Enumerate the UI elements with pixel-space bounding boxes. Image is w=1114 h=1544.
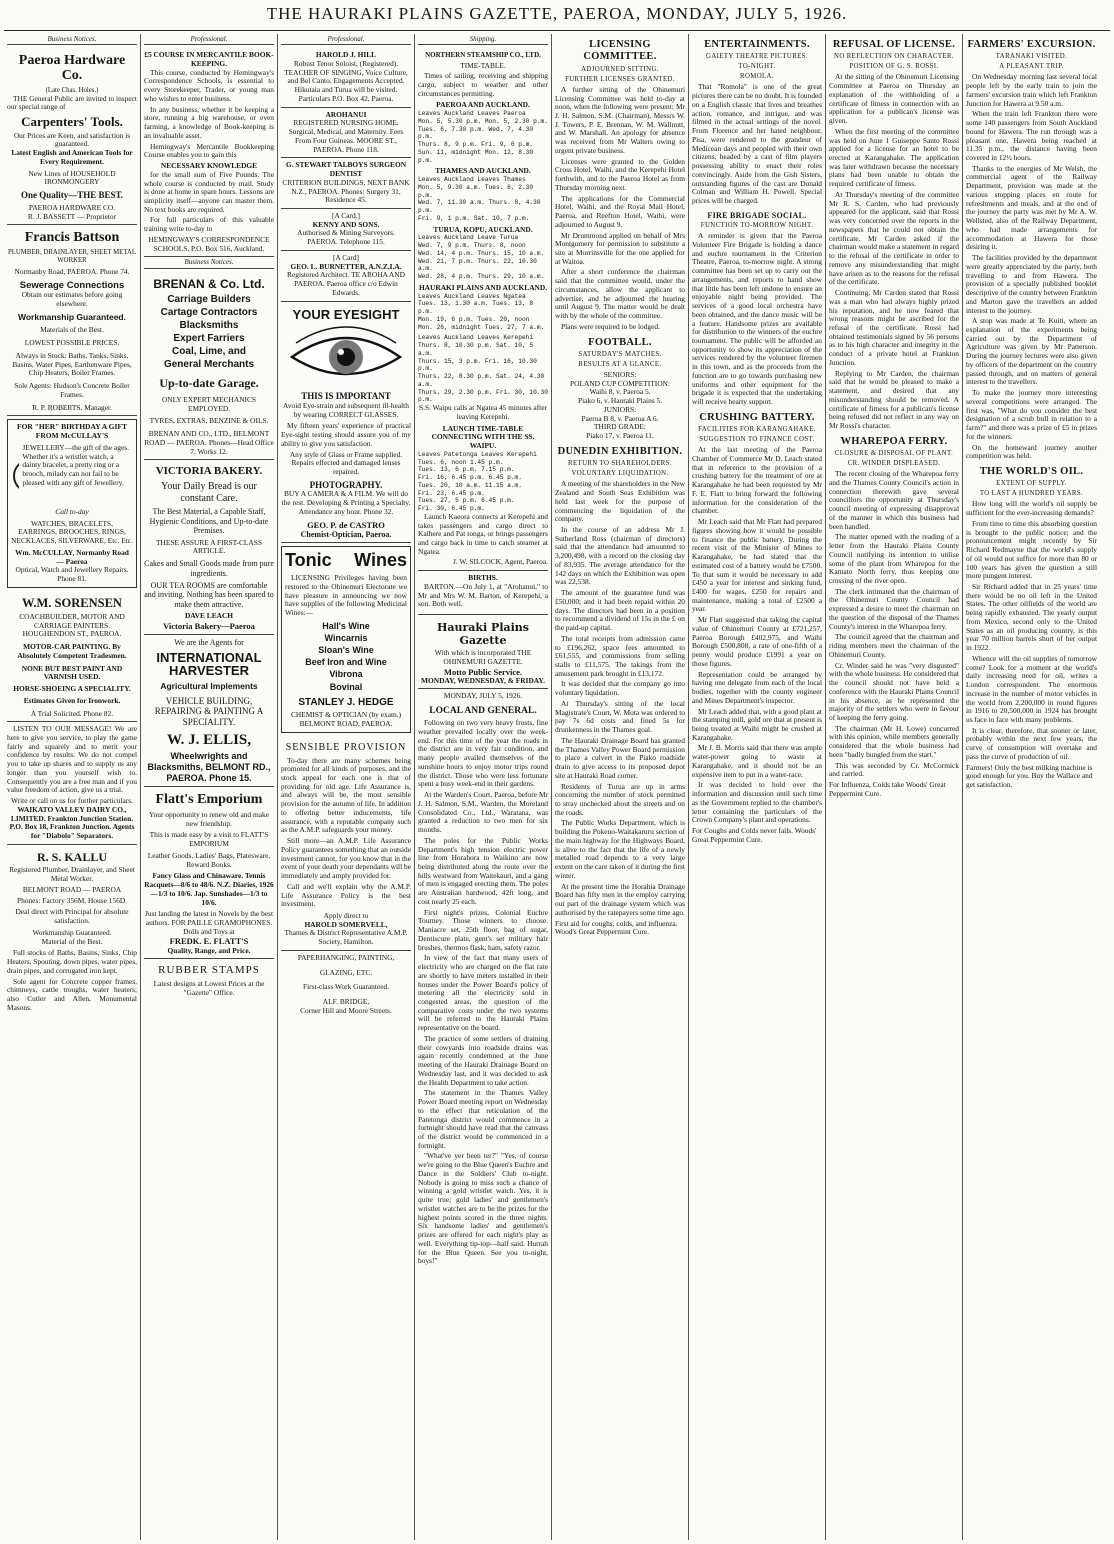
ad-text: HEMINGWAY'S CORRESPONDENCE SCHOOLS, P.O. Box 516, Auckland. [148, 234, 270, 253]
ad-text: TIME-TABLE. [460, 60, 506, 70]
article-paragraph: At the last meeting of the Paeroa Chamber of Commerce Mr D. Leach stated that in reference to the provision of a crushing battery for the treatment of ore at Karangahake he had been requested by Mr F. E. Flatt to bring forward the following information for the consideration of the chamber. [692, 445, 822, 516]
column-4 [415, 34, 552, 1540]
ad-title: VICTORIA BAKERY. [155, 465, 263, 478]
ad-text: GLAZING, ETC. [319, 967, 373, 977]
article-paragraph: A further sitting of the Ohinemuri Licensing Committee was held to-day at noon, when the following were present: Mr J. H. Salmon, S.M. (Chairman), Messrs W. J. Towers, P. E. Brennan, W. M. Wallnutt, and W. Marshall. An apology for absence was received from Mr Walters owing to urgent private business. [555, 84, 685, 155]
section-label: Business Notices. [144, 258, 274, 268]
ad-flatts [144, 787, 274, 959]
ad-headline: £5 COURSE IN MERCANTILE BOOK-KEEPING. [144, 50, 274, 68]
ad-eyesight [281, 302, 411, 543]
ad-title: Francis Battson [24, 230, 120, 246]
article-paragraph: A reminder is given that the Paeroa Volunteer Fire Brigade is holding a dance and euchre tournament in the Criterion Theatre, Paeroa, to-morrow night. A strong committee has been set up to carry out the arrangements, and reports to hand show that little has been left undone to ensure an enjoyable night being provided. The services of a good local orchestra have been obtained, and the dance music will be a feature. Handsome prizes are available for distribution to the winners of the euchre tournament. The public will be afforded an opportunity to show its appreciation of the services rendered by the volunteer firemen in this town, and as the proceeds from the function are to go towards purchasing new uniforms and other equipment for the brigade it is expected that the undertaking will receive hearty support. [692, 231, 822, 407]
ad-text: Hikutaia and Turua will be visited. Particulars P.O. Box 42, Paeroa. [294, 85, 398, 103]
ad-text: [A Card.] [332, 211, 360, 220]
ad-title: KENNY AND SONS. [312, 219, 380, 229]
ad-text: Workmanship Guaranteed. [32, 927, 112, 937]
article-paragraph: Mr Drummond applied on behalf of Mrs Montgomery for permission to substitute a site at Morrinsville for the one applied for at Waitoa. [555, 230, 685, 266]
ad-text: BUY A CAMERA & A FILM. We will do the rest. Developing & Printing a Specialty. Attendance any hour. Phone 32. [281, 489, 411, 516]
ad-rubber-stamps [144, 959, 274, 1000]
ad-title: W. J. ELLIS, [166, 731, 252, 748]
ad-text: One Quality—THE BEST. [20, 190, 124, 201]
ad-amp-society [281, 736, 411, 951]
ad-text: Our Prices are Keen, and satisfaction is guaranteed. [13, 130, 131, 149]
filler-ad: Farmers! Only the best milking machine is good enough for you. Buy the Wallace and get satisfaction. [966, 762, 1093, 790]
ad-text: PLUMBER, DRAINLAYER, SHEET METAL WORKER [7, 248, 137, 264]
gazette-nameplate [418, 615, 548, 689]
timetable-heading: PAEROA AND AUCKLAND. [436, 100, 530, 110]
ad-text: R. P. ROBERTS, Manager. [32, 402, 112, 412]
gazette-subtitle: With which is incorporated THE OHINEMURI GAZETTE. [434, 648, 532, 666]
article-paragraph: That "Romola" is one of the great pictures there can be no doubt. It is founded on a English classic that lives and breathes action, romance, and intrigue, and was filmed in the actual settings of the novel. From Florence and her hated neighbour, Pisa, were rendered to the grandeur of Medicean days and peopled with their own citizens, headed by a cast of film players possessing ability to enact their roles convincingly. Aside from the Gish Sisters, outstanding figures of the cast are Donald Colman and William H. Powell. Special prices will be charged. [692, 82, 822, 205]
article-paragraph: The chairman (Mr H. Lowe) concurred with this opinion, while members generally considered that the whole business had been "badly bungled from the start." [829, 723, 959, 759]
ad-text: FREDK. E. FLATT'S [169, 936, 249, 947]
ad-text: Cakes and Small Goods made from pure ingredients. [144, 559, 274, 578]
ad-text: Registered Architect. TE AROHA AND PAEROA. Paeroa office c/o Edwin Edwards. [287, 270, 405, 297]
ad-title: NORTHERN STEAMSHIP CO., LTD. [425, 51, 541, 60]
ad-title: R. S. KALLU [36, 849, 107, 864]
article-heading: WHAREPOA FERRY. [840, 435, 948, 447]
article-paragraph: The amount of the guarantee fund was £50,000; and it had been repaid within 20 days. The directors had been in a position to recommend a dividend of 15s in the £ on the paid-up capital. [555, 588, 685, 633]
ad-mccullay [7, 419, 137, 588]
result-line: Waihi 8, v. Paeroa 5. [589, 387, 651, 397]
section-label: Professional. [144, 35, 274, 45]
ad-text: NONE BUT BEST PAINT AND VARNISH USED. [21, 663, 123, 682]
ad-title: AROHANUI [325, 109, 367, 119]
result-group: THIRD GRADE: [594, 422, 646, 432]
article-paragraph: To make the journey more interesting several competitions were arranged. The first was, "What do you consider the best designation of a scrub bull in relation to a farm?" and there was a prize of £5 in prizes for the winners. [966, 388, 1097, 441]
column-6 [689, 34, 826, 1540]
article-subheading: TO LAST A HUNDRED YEARS. [979, 490, 1084, 498]
ad-text: Materials of the Best. [40, 325, 104, 335]
ad-text: Avoid Eye-strain and subsequent ill-health by wearing CORRECT GLASSES. [283, 400, 409, 419]
article-paragraph: How long will the world's oil supply be sufficient for the ever-increasing demands? [966, 499, 1097, 518]
article-paragraph: Continuing, Mr Carden stated that Rossi was a man who had always highly prized his reputation, and he now feared that wrong reasons might be ascribed for the refusal of the certificate. Rossi had obtained testimonials signed by 56 persons as to his high character and integrity in the conduct of a private hotel at Frankton Junction. [829, 288, 959, 367]
section-heading: BIRTHS. [468, 573, 498, 583]
article-paragraph: Plans were required to be lodged. [561, 321, 660, 331]
ad-kallu [7, 845, 137, 1018]
page-columns [4, 34, 1110, 1540]
article-paragraph: When the train left Frankton there were some 140 passengers from South Auckland bound for Hawera. The run through was a pleasant one, Hawera being reached at 11.35 p.m., the distance having been covered in 12½ hours. [966, 109, 1097, 163]
article-paragraph: At the present time the Horahia Drainage Board has fifty men in the employ carrying out part of the drainage system which was authorised by the ratepayers some time ago. [555, 881, 685, 917]
article-paragraph: A stop was made at Te Kuiti, where an explanation of the experiments being carried out by the Department of Agriculture was given by Mr Patterson. During the journey lectures were also given by officers of the department on the country passed through, and on matters of general interest to the travellers. [966, 316, 1097, 387]
article-heading: LOCAL AND GENERAL. [429, 706, 537, 717]
filler-ad: For Coughs and Colds never fails. Woods' Great Peppermint Cure. [692, 826, 817, 844]
article-subheading: FACILITIES FOR KARANGAHAKE. [698, 426, 816, 434]
article-paragraph: The applications for the Commercial Hotel, Waihi, and the Royal Mail Hotel, Paeroa, and Reefton Hotel, Waihi, were adjourned to August 9. [555, 193, 685, 229]
gazette-motto: Motto Public Service. [443, 666, 523, 677]
ad-text: WAIKATO VALLEY DAIRY CO., LIMITED. Frankton Junction Station. P.O. Box 18, Frankton Junction. Agents for "Diabolo" Separators. [9, 804, 135, 841]
ad-title: W.M. SORENSEN [22, 595, 122, 610]
ad-text: R. J. BASSETT — Proprietor [27, 211, 117, 221]
ad-text: Chemist-Optician, Paeroa. [300, 529, 392, 539]
ad-subtitle: (Late Chas. Holes.) [45, 86, 99, 94]
ad-text: This is made easy by a visit to FLATT'S EMPORIUM [149, 830, 269, 849]
ad-text: COACHBUILDER, MOTOR AND CARRIAGE PAINTERS. HOUGHENDON ST., PAEROA. [19, 611, 125, 639]
ad-text: Just landing the latest in Novels by the best authors. FOR PAILLE GRAMOPHONES. Dolls and Toys at [144, 909, 274, 936]
ad-text: Sole Agents: Hudson's Concrete Boiler Frames. [14, 381, 130, 399]
ad-text: First-class Work Guaranteed. [302, 982, 390, 992]
ad-title: YOUR EYESIGHT [292, 306, 400, 322]
result-group: SENIORS: [603, 370, 637, 380]
article-paragraph: Representation could be arranged by having one delegate from each of the local bodies, together with the county engineer and Mines Department's inspector. [692, 669, 822, 705]
article-subheading: A PLEASANT TRIP. [999, 63, 1064, 71]
article-paragraph: The recent closing of the Wharepoa ferry and the Thames County Council's action in connection therewith gave several councillors the opportunity at Thursday's council meeting of expressing disapproval of the manner in which this business had been handled. [829, 469, 959, 531]
article-heading: DUNEDIN EXHIBITION. [557, 445, 683, 457]
gazette-title: Hauraki Plains Gazette [436, 621, 530, 648]
article-subheading: TARANAKI VISITED. [995, 53, 1068, 61]
column-5 [552, 34, 689, 1540]
ad-headline: Workmanship Guaranteed. [17, 312, 126, 323]
ad-headline: Carpenters' Tools. [21, 114, 123, 130]
timetable-hauraki: Leaves Auckland Leaves Ngatea Tues. 13, 1.30 a.m. Tues. 13, 8 p.m. Mon. 19, 6 p.m. Tues. 20, noon Mon. 26, midnight Tues. 27, 7 a.m. [418, 292, 545, 331]
article-paragraph: The council agreed that the chairman and riding members meet the chairman of the Ohinemuri County. [829, 632, 959, 659]
article-paragraph: The statement in the Thames Valley Power Board meeting report on Wednesday to the effect that reticulation of the Patetonga district would commence in a fortnight should have read that the canvass of the district would be commenced in a fortnight. [418, 1088, 548, 1150]
ad-bridge [281, 951, 411, 1019]
ad-battson [7, 225, 137, 416]
ad-sorensen [7, 591, 137, 722]
article-subheading: RETURN TO SHAREHOLDERS. [568, 460, 672, 468]
ad-burnett [281, 251, 411, 302]
ad-text: PAEROA HARDWARE CO. [28, 202, 116, 212]
wristwatch-icon [11, 444, 19, 508]
column-1 [4, 34, 141, 1540]
column-7 [826, 34, 963, 1540]
ad-text: Write or call on us for further particulars. [10, 796, 133, 806]
ad-text: Quality, Range, and Price. [167, 945, 251, 955]
article-paragraph: The clerk intimated that the chairman of the Ohinemuri County Council had expressed a desire to meet the chairman on the question of the disposal of the Thames County's interest in the Wharepoa ferry. [829, 586, 959, 631]
article-heading: FIRE BRIGADE SOCIAL. [707, 210, 807, 220]
article-subheading: TO-NIGHT. [738, 63, 776, 71]
timetable-heading: LAUNCH TIME-TABLE CONNECTING WITH THE SS. WAIPU. [431, 423, 535, 451]
eye-icon [286, 325, 406, 387]
ad-title: HAROLD J. HILL [315, 50, 377, 60]
article-paragraph: Mr Leach said that Mr Flatt had prepared figures showing how it would be possible to finance the public battery. During the recent visit of the Minister of Mines to Karangahake, he had stated that the estimated cost of a battery would be £7500. To that sum it would be necessary to add £450 a year for interest and sinking fund, £400 for wages, £250 for repairs and maintenance, making a total of £2500 a year. [692, 517, 822, 614]
ad-text: VEHICLE BUILDING, REPAIRING & PAINTING A SPECIALITY. [154, 695, 264, 728]
article-paragraph: The matter opened with the reading of a letter from the Hauraki Plains County Council notifying its intention to utilise some of the plant from Wharepoa for the Kamato North ferry, thus keeping one crossing of the river open. [829, 532, 959, 585]
ad-text: TYRES, EXTRAS, BENZINE & OILS. [149, 416, 269, 426]
timetable-kerepehi: Leaves Auckland Leaves Kerepehi Thurs. 8, 10.30 p.m. Sat. 10, 5 a.m. Thurs. 15, 3 p.m. Fri. 16, 10.30 p.m. Thurs. 22, 8.30 p.m. Sat. 24, 4.30 a.m. Thurs. 29, 2.30 p.m. Fri. 30, 10.30 p.m. [418, 334, 548, 404]
ad-ellis [144, 635, 274, 787]
article-paragraph: It was decided to hold over the information and discussion until such time as the Government replied to the chamber's letter containing the particulars of the Crown Company's plant and operations. [692, 780, 822, 825]
article-heading: LICENSING COMMITTEE. [583, 39, 657, 63]
ad-text: A Trial Solicited. Phone 82. [30, 708, 114, 718]
ad-text: Corner Hill and Moore Streets. [300, 1005, 392, 1015]
filler-ad: For Influenza, Colds take Woods' Great Peppermint Cure. [829, 780, 946, 798]
article-paragraph: In view of the fact that many users of electricity who are charged on the flat rate are shortly to have meters installed in their houses under the Power Board's policy of metering all the electricity sold in congested areas, the question of the comparative costs under the two systems will be referred to the Hauraki Plains representative on the board. [418, 953, 548, 1033]
ad-headline: Your Daily Bread is our constant Care. [161, 480, 257, 504]
article-heading: REFUSAL OF LICENSE. [832, 39, 956, 50]
ad-text: Agricultural Implements [160, 680, 258, 691]
timetable-heading: THAMES AND AUCKLAND. [435, 166, 531, 176]
ad-tonic-wines [281, 546, 411, 733]
ad-kenny [281, 209, 411, 251]
timetable-heading: TURUA, KOPU, AUCKLAND. [433, 224, 533, 234]
ad-body: This course, conducted by Hemingway's Correspondence Schools, is essential to every Storekeeper, Trader, or young man who wishes to enter business. [144, 67, 274, 103]
ad-text: Normanby Road, PAEROA. Phone 74. [14, 266, 130, 276]
timetable-launch: Leaves Patetonga Leaves Kerepehi Tues. 6, noon 1.45 p.m. Tues. 13, 6 p.m. 7.15 p.m. Fri. 16, 6.45 p.m. 6.45 p.m. Tues. 20, 10 a.m. 11.15 a.m. Fri. 23, 6.45 p.m. Tues. 27, 5 p.m. 6.45 p.m. Fri. 30, 6.45 p.m. [418, 450, 537, 513]
ad-book-keeping [144, 48, 274, 257]
article-paragraph: From time to time this absorbing question is brought to the public notice; and the pronouncement might recently by Sir Richard Redmayne that the world's supply of oil would not suffice for more than 80 or 100 years has given the question a still more pungent interest. [966, 518, 1097, 581]
ad-title: GEO. L. BURNETTER, A.N.Z.I.A. [290, 261, 402, 271]
ad-text: Registered Plumber, Drainlayer, and Sheet Metal Worker. [9, 865, 135, 884]
article-subheading: NO REFLECTION ON CHARACTER. [834, 53, 954, 61]
article-paragraph: At Thursday's meeting of the committee Mr R. S. Carden, who had previously appeared for the applicant, said that Rossi was very concerned over the reports in the newspapers that he could not obtain the certificate. Mr Carden asked if the chairman would make a statement in regard to the refusal of the certificate in order to remove any misunderstanding that might have arisen as to the reasons for the refusal of the certificate. [829, 189, 959, 287]
article-subheading: FUNCTION TO-MORROW NIGHT. [700, 222, 814, 230]
article-paragraph: At the Warden's Court, Paeroa, before Mr J. H. Salmon, S.M., Warden, the Moreland Consolidated Co., Ltd., Waratana, was granted a reduction to two men for six months. [418, 790, 548, 835]
ad-service-list: Carriage Builders Cartage Contractors Blacksmiths Expert Farriers Coal, Lime, and General Merchants [160, 294, 258, 371]
ad-title: Paeroa Hardware Co. [18, 53, 126, 83]
ad-text: S.S. Waipu calls at Ngatea 45 minutes after leaving Kerepehi. [419, 403, 547, 421]
article-paragraph: This was seconded by Cr. McCormick and carried. [829, 760, 959, 779]
ad-text: Leather Goods, Ladies' Bags, Platesware, Reward Books. [147, 850, 271, 869]
article-subheading: ADJOURNED SITTING. [581, 65, 659, 73]
article-paragraph: Replying to Mr Carden, the chairman said that he would be pleased to make a statement, and desired that any misunderstanding should be removed. A certificate of fitness for a publican's license being refused did not reflect in any way on Mr Rossi's character. [829, 368, 959, 431]
article-paragraph: It was decided that the company go into voluntary liquidation. [555, 679, 685, 698]
ad-text: NECESSARY KNOWLEDGE [160, 161, 258, 171]
ad-body: Launch Kaeora connects at Kerepehi and takes passengers and cargo direct to Kaihere and Pat tonga, or brings passengers and cargo back in time to catch steamer at Ngatea. [418, 511, 548, 556]
article-paragraph: Cr. Winder said he was "very disgusted" with the whole business. He considered that the council should not have held a conference with the Hauraki Plains Council in his absence, as he represented the majority of the settlers who were in favour of keeping the ferry going. [829, 660, 959, 723]
article-heading: FOOTBALL. [588, 336, 652, 348]
article-subheading: CR. WINDER DISPLEASED. [847, 460, 941, 468]
ad-body: My fifteen years' experience of practical Eye-sight testing should assure you of my ability to give you satisfaction. [281, 421, 411, 448]
article-paragraph: First night's prizes, Colonial Euchre Tourney. Those winners to choose. Maniacre set, 25th floor, bag of sugar, Dentiscure plate, gent's set military hair brushes, thermos flask, ham, safety razor. [418, 907, 548, 952]
ad-paeroa-hardware [7, 48, 137, 225]
ad-title: Flatt's Emporium [155, 792, 263, 808]
ad-body: Times of sailing, receiving and shipping cargo, subject to weather and other circumstances permitting. [418, 71, 548, 98]
article-subheading: POSITION OF G. S. ROSSI. [849, 63, 939, 71]
filler-ad: First aid for coughs, colds, and influenza. [555, 918, 678, 928]
ad-text: CHEMIST & OPTICIAN (by exam.) BELMONT ROAD, PAEROA. [290, 710, 402, 728]
article-paragraph: Licenses were granted to the Golden Cross Hotel, Waihi, and the Kerepehi Hotel forthwith, and to the Paeroa Hotel as from Thursday morning next. [555, 156, 685, 192]
ad-text: STANLEY J. HEDGE [298, 696, 394, 708]
ad-text: HORSE-SHOEING A SPECIALITY. [13, 684, 131, 694]
ad-text: Material of the Best. [41, 936, 103, 946]
article-paragraph: Sir Richard added that in 25 years' time there would be no oil left in the United States. The other oilfields of the world are being rapidly exhausted. The yearly output from Mexico, second only to the United States as an oil producing country, is this year 70 million barrels short of her output in 1922. [966, 582, 1097, 653]
section-label: Business Notices. [7, 35, 137, 45]
article-heading: ENTERTAINMENTS. [704, 39, 810, 50]
article-paragraph: The poles for the Public Works Department's high tension electric power line from Horahora to Waikino are now being distributed along the route over the hills westward from Waitekauri, and a gang of men is engaged erecting them. The poles are Australian hardwood, 42ft long, and cost nearly 25 each. [418, 835, 548, 906]
article-paragraph: The facilities provided by the department were greatly appreciated by the party, both travelling to and from Hawera. The provision of a specially published booklet descriptive of the country between Frankton and Marton gave the travellers an added interest to the journey. [966, 253, 1097, 315]
article-paragraph: At Thursday's sitting of the local Magistrate's Court, W. Mota was ordered to pay 7s 6d costs and fined 5s for drunkenness in the Thames goal. [555, 698, 685, 735]
ad-body: Hemingway's Mercantile Bookkeeping Course enables you to gain this [144, 141, 274, 160]
article-paragraph: The Hauraki Drainage Board has granted the Thames Valley Power Board permission to place a culvert in the Piako roadside drain to give access to its proposed depot site at Hauraki Road corner. [555, 735, 685, 780]
ad-text: Authorised & Mining Surveyors. PAEROA. Telephone 115. [297, 228, 395, 247]
ad-text: Thames & District Representative A.M.P. Society, Hamilton. [284, 928, 408, 947]
timetable-thames: Leaves Auckland Leaves Thames Mon. 5, 9.30 a.m. Tues. 6, 2.30 p.m. Wed. 7, 11.30 a.m. Thurs. 8, 4.30 p.m. Fri. 9, 1 p.m. Sat. 10, 7 p.m. [418, 176, 541, 222]
ad-text: Robust Tenor Soloist, (Registered). [293, 58, 399, 68]
article-paragraph: The total receipts from admission came to £196,262, space fees amounted to £61,555, and commissions from selling stalls to £11,575. The takings from the amusement park brought in £13,172. [555, 633, 685, 678]
article-paragraph: It is clear, therefore, that sooner or later, probably within the next few years, the curve of consumption will overtake and pass the curve of production of oil. [966, 725, 1097, 761]
section-label: Shipping. [418, 35, 548, 45]
ad-body: Full stocks of Baths, Basins, Sinks, Chip Heaters, Spouting, down pipes, water pipes, drain pipes, and corrugated iron kept. [7, 948, 137, 975]
timetable-paeroa: Leaves Auckland Leaves Paeroa Mon. 5, 5.30 p.m. Mon. 5, 2.30 p.m. Tues. 6, 7.30 p.m. Wed. 7, 4.30 p.m. Thurs. 8, 9 p.m. Fri. 9, 6 p.m. Sun. 11, midnight Mon. 12, 8.30 p.m. [418, 110, 548, 164]
article-paragraph: Mr J. B. Morris said that there was ample water-power going to waste at Karangahake, and it should not be an expensive item to put in a water-race. [692, 743, 822, 779]
ad-text: New Lines of HOUSEHOLD IRONMONGERY [28, 168, 116, 187]
ad-headline: FOR "HER" BIRTHDAY A GIFT FROM McCULLAY'S [16, 422, 128, 441]
result-line: Piako 17, v. Paeroa 11. [586, 431, 654, 441]
ad-body: Still more—an A.M.P. Life Assurance Policy guarantees something that an outside investment cannot, for you know that in the event of your death your dependants will be immediately and amply provided for. [281, 836, 411, 881]
ad-text: Latest designs at Lowest Prices at the "Gazette" Office. [153, 978, 265, 997]
masthead-rule [4, 30, 1110, 31]
ad-body: THE General Public are invited to inspect our special range of [7, 93, 137, 112]
article-paragraph: Mr Flatt suggested that taking the capital value of Ohinemuri County at £721,257, Paeroa Borough £402,975, and Waihi Borough £500,808, a rate of one-fifth of a penny would produce £1991 a year on those figures. [692, 615, 822, 668]
article-subheading: VOLUNTARY LIQUIDATION. [571, 470, 669, 478]
ad-text: Fancy Glass and Chinaware. Tennis Racquets—8/6 to 48/6. N.Z. Diaries, 1926—1/3 to 10/6. Jap. Sunshades—1/3 to 10/6. [144, 871, 274, 907]
ad-body: LISTEN TO OUR MESSAGE! We are here to give you service, to play the game fairly and squarely and to merit your confidence by results. We do not compel you to take up shares and to supply us any longer than you yourself wish to. Consequently you are a free man and if you value freedom of action, give us a trial. [7, 724, 137, 795]
ad-title: G. STEWART TALBOYS SURGEON DENTIST [285, 160, 407, 179]
ad-text: Wm. McCULLAY, Normanby Road — Paeroa [15, 547, 129, 566]
ad-text: BELMONT ROAD — PAEROA [22, 884, 122, 894]
wine-list: Hall's Wine Wincarnis Sloan's Wine Beef Iron and Wine Vibrona Bovinal [305, 620, 387, 692]
filler-ad: Wood's Great Peppermint Cure. [555, 927, 649, 937]
ad-headline: Up-to-date Garage. [159, 376, 259, 391]
section-label: Professional. [281, 35, 411, 45]
ad-text: CRITERION BUILDINGS, NEXT BANK N.Z., PAEROA. Phones: Surgery 31, Residence 45. [282, 177, 410, 205]
column-3 [278, 34, 415, 1540]
ad-text: Always in Stock: Baths, Tanks, Sinks, Basins, Water Pipes, Earthenware Pipes, Chip Heaters, Boiler Frames. [12, 350, 132, 378]
ad-text: REGISTERED NURSING HOME. Surgical, Medical, and Maternity. Fees From Four Guineas. MOORE ST., PAEROA. Phone 118. [288, 118, 404, 154]
column-8 [963, 34, 1100, 1540]
ad-text: Phones: Factory 356M, House 156D. [16, 895, 128, 905]
masthead: THE HAURAKI PLAINS GAZETTE, PAEROA, MONDAY, JULY 5, 1926. [266, 4, 848, 23]
article-paragraph: Thanks to the energies of Mr Welsh, the commercial agent of the Railway Department, provision was made at the various stopping places en route for refreshments and meals, and at the end of the journey the party was met by Mr A. W. Wellsted, also of the Railway Department, who had made arrangements for accommodation at Hawera for those desiring it. [966, 163, 1097, 252]
article-heading: CRUSHING BATTERY. [699, 411, 815, 423]
article-subheading: SUGGESTION TO FINANCE COST. [699, 436, 815, 444]
article-subheading: SATURDAY'S MATCHES. [578, 350, 662, 358]
ad-text: PAPERHANGING, PAINTING, [297, 952, 395, 962]
ad-title: SENSIBLE PROVISION [285, 741, 407, 753]
article-heading: FARMERS' EXCURSION. [967, 39, 1096, 50]
timetable-heading: HAURAKI PLAINS AND AUCKLAND. [418, 282, 548, 292]
article-paragraph: On Wednesday morning last several local people left by the early train to join the farmers' excursion train which left Frankton Junction for Hawera at 9.50 a.m. [966, 72, 1097, 108]
ad-talboys [281, 158, 411, 209]
ad-body: Call and we'll explain why the A.M.P. Life Assurance Policy is the best investment. [281, 881, 411, 909]
article-paragraph: The practice of some settlers of draining their cowyards into roadside drains was again recently condemned at the June meeting of the Hauraki Drainage Board on Wednesday last, and it was decided to ask the Health Department to take action. [418, 1033, 548, 1087]
ad-body: For full particulars of this valuable training write to-day to [144, 215, 274, 234]
ad-title: BRENAN & Co. Ltd. [153, 276, 265, 291]
ad-title: Tonic [285, 550, 332, 570]
article-paragraph: Whence will the oil supplies of tomorrow come? Look for a moment at the world's daily increasing need for oil, writes a London correspondent. The enormous increase in the number of motor vehicles in the world from 2,200,000 in round figures in 1916 to 20,500,000 in 1924 has brought us face to face with many problems. [966, 653, 1097, 725]
column-2 [141, 34, 278, 1540]
ad-text: Wheelwrights and Blacksmiths, BELMONT RD., PAEROA. Phone 15. [147, 751, 271, 783]
ad-text: GEO. P. de CASTRO [307, 519, 385, 530]
article-paragraph: In the course of an address Mr J. Sutherland Ross (chairman of directors) said that the attendance had amounted to 3,200,498, with a record on the closing day of 83,935. The average attendance for the 142 days on which the Exhibition was open was 22,538. [555, 524, 685, 587]
ad-arohanui [281, 108, 411, 159]
ad-text: Apply direct to [323, 911, 369, 920]
ad-text: [A Card] [332, 252, 360, 262]
ad-text: Repairs effected and damaged lenses repaired. [291, 458, 401, 476]
article-paragraph: A meeting of the shareholders in the New Zealand and South Seas Exhibition was held last week for the purpose of commencing the liquidation of the company. [555, 479, 685, 524]
ad-body: Sole agent for Concrete copper frames, chimneys, cattle troughs, water heaters; also Cutler and Allen, Monumental Masons. [7, 976, 137, 1012]
ad-text: ALF. BRIDGE, [322, 997, 370, 1007]
ad-brenan [144, 272, 274, 461]
ad-text: Optical, Watch and Jewellery Repairs. Phone 81. [15, 565, 129, 584]
article-subheading: GAIETY THEATRE PICTURES. [706, 53, 808, 61]
ad-text: BRENAN AND CO., LTD., BELMONT ROAD — PAEROA. Phones—Head Office 7, Works 12. [144, 429, 274, 456]
ad-body: JEWELLERY—the gift of the ages. Whether it's a wristlet watch, a dainty bracelet, a pretty ring or a brooch, milady can not fail to be pleased with any gift of Jewellery. [22, 442, 129, 487]
timetable-turua: Leaves Auckland Leave Turua Wed. 7, 9 p.m. Thurs. 8, noon Wed. 14, 4 p.m. Thurs. 15, 10 a.m. Wed. 21, 7 p.m. Thurs. 22, 10.30 a.m. Wed. 28, 4 p.m. Thurs. 29, 10 a.m. [418, 234, 545, 281]
ad-text: We are the Agents for [174, 638, 244, 648]
result-group: JUNIORS: [603, 404, 637, 414]
ad-text: THESE ASSURE A FIRST-CLASS ARTICLE. [156, 537, 262, 556]
article-subheading: RESULTS AT A GLANCE. [578, 361, 662, 368]
article-subheading: CLOSURE & DISPOSAL OF PLANT. [834, 450, 954, 458]
ad-text: Latest English and American Tools for Every Requirement. [11, 148, 133, 166]
article-paragraph: After a short conference the chairman said that the committee would, under the circumstances, allow the applicant to advertise, and he adjourned the hearing until August 9. The matter would be dealt with by the whole of the committee. [555, 267, 685, 321]
article-paragraph: "What've yer been ter?" "Yes, of course we're going to the Blue Queen's Euchre and Dance in the Soldiers' Club to-night. Nobody is going to miss such a chance of winning a gold wristlet watch. Yes, it is quite true; gold ladies' and gentlemen's wristlet watches are to be the prizes for the highest points scored in the three nights. Six handsome ladies' and gentlemen's prizes are offered for each night's play as well. Everything tip-top—half said. Hurrah for the Blue Queen. See you to-night, boys!" [418, 1151, 548, 1266]
article-subheading: FURTHER LICENSES GRANTED. [565, 75, 675, 83]
article-paragraph: At the sitting of the Ohinemuri Licensing Committee at Paeroa on Thursday an explanation of the withholding of a certificate of fitness in connection with an application for a publican's license was given. [829, 72, 959, 126]
article-heading: THE WORLD'S OIL. [979, 465, 1084, 477]
ad-northern-steamship [418, 48, 548, 571]
article-paragraph: When the first meeting of the committee was held on June 1 Guiseppe Santo Rossi applied for a license for an hotel to be erected at Karangahake. The application was later withdrawn because the necessary plans had been unable to obtain the required certificate of fitness. [829, 126, 959, 189]
ad-headline: Sewerage Connections [19, 279, 125, 291]
ad-body: To-day there are many schemes being promoted for all kinds of purposes, and the stock appeal for each one is that of providing for old age. Life Assurance is, and always will be, the most sensible provision for the autumn of life. In addition to offering better inducements, life assurance, with a reputable company such as the A.M.P. safeguards your money. [281, 755, 411, 835]
ad-text: HAROLD SOMERVELL, [304, 919, 388, 929]
article-paragraph: Following on two very heavy frosts, fine weather prevailed locally over the week-end. For this time of the year the roads in the district are in very fair condition, and many people availed themselves of the sunshine hours to enjoy motor trips round the district. Those who were less fortunate spent a busy week-end in their gardens. [418, 718, 548, 789]
article-subheading: ROMOLA. [740, 73, 774, 81]
births-notice [418, 571, 548, 615]
article-paragraph: Mr Leach added that, with a good plant at the stamping mill, gold ore that at present is being treated at Waihi might be crushed at Karangahake. [692, 706, 822, 742]
ad-headline: INTERNATIONAL HARVESTER [156, 649, 262, 679]
ad-title: Wines [354, 550, 407, 570]
ad-text: MOTOR-CAR PAINTING. By Absolutely Competent Tradesmen. [17, 642, 127, 660]
ad-text: Obtain our estimates before going elsewhere. [21, 289, 123, 308]
gazette-days: MONDAY, WEDNESDAY, & FRIDAY. [421, 675, 545, 685]
ad-text: ONLY EXPERT MECHANICS EMPLOYED. [161, 394, 257, 413]
ad-text: Call to-day [55, 506, 89, 516]
ad-text: WATCHES, BRACELETS, EARRINGS, BROOCHES, RINGS, NECKLACES, SILVERWARE, Etc. Etc. [11, 518, 133, 546]
ad-text: Any style of Glass or Frame supplied. [289, 449, 403, 459]
ad-headline: PHOTOGRAPHY. [309, 479, 383, 490]
ad-text: DAVE LEACH [184, 611, 234, 621]
result-line: Paeroa B 8, v. Paeroa A 6. [581, 413, 659, 423]
ad-text: LOWEST POSSIBLE PRICES. [24, 338, 120, 348]
ad-text: The Best Material, a Capable Staff, Hygienic Conditions, and Up-to-date Premises. [149, 507, 269, 536]
ad-waikato-dairy [7, 722, 137, 845]
article-paragraph: Residents of Turua are up in arms concerning the number of stock permitted to stray unchecked about the streets and on the roads. [555, 781, 685, 817]
result-group: POLAND CUP COMPETITION: [570, 378, 670, 388]
article-subheading: EXTENT OF SUPPLY. [996, 480, 1067, 488]
ad-text: OUR TEA ROOMS are comfortable and inviting. Nothing has been spared to make them attractive. [144, 581, 274, 609]
ad-text: Your opportunity to renew old and make new friendship. [149, 809, 269, 828]
ad-text: Deal direct with Principal for absolute satisfaction. [15, 907, 129, 926]
issue-date: MONDAY, JULY 5, 1926. [443, 691, 523, 701]
ad-body: for the small sum of Five Pounds. The whole course is conducted by mail. Study is done at home in spare hours. Lessons are simplicity itself—anyone can master them. No text books are required. [144, 169, 274, 214]
ad-body: LICENSING Privileges having been restored to the Ohinemuri Electorate we have pleasure in announcing we now have supplies of the following Medicinal Wines:— [285, 573, 407, 618]
ad-title: RUBBER STAMPS [158, 964, 260, 977]
ad-text: Estimates Given for Ironwork. [23, 695, 121, 705]
ad-text: J. W. SILCOCK, Agent, Paeroa. [452, 557, 548, 567]
notice-text: BARTON.—On July 1, at "Arohanui," to Mr and Mrs W. M. Barton, of Kerepehi, a son. Both well. [418, 581, 548, 609]
article-paragraph: The Public Works Department, which is building the Pokeno-Waitakaruru section of the main highway for the Highways Board, is alive to the fact that the life of a newly metalled road depends to a very large extent on the care taken of it during the first winter. [555, 818, 685, 880]
article-paragraph: On the homeward journey another competition was held. [966, 442, 1097, 461]
ad-headline: THIS IS IMPORTANT [301, 391, 391, 402]
ad-hill [281, 48, 411, 107]
result-line: Piako 6, v. Hauraki Plains 5. [577, 396, 663, 406]
ad-text: TEACHER OF SINGING, Voice Culture, and Bel Canto. Engagements Accepted. [284, 67, 408, 86]
ad-victoria-bakery [144, 460, 274, 635]
ad-body: In any business, whether it be keeping a store, running a big warehouse, or even farming, a knowledge of Book-keeping is an invaluable asset. [144, 104, 274, 140]
ad-text: Victoria Bakery—Paeroa [163, 621, 255, 632]
